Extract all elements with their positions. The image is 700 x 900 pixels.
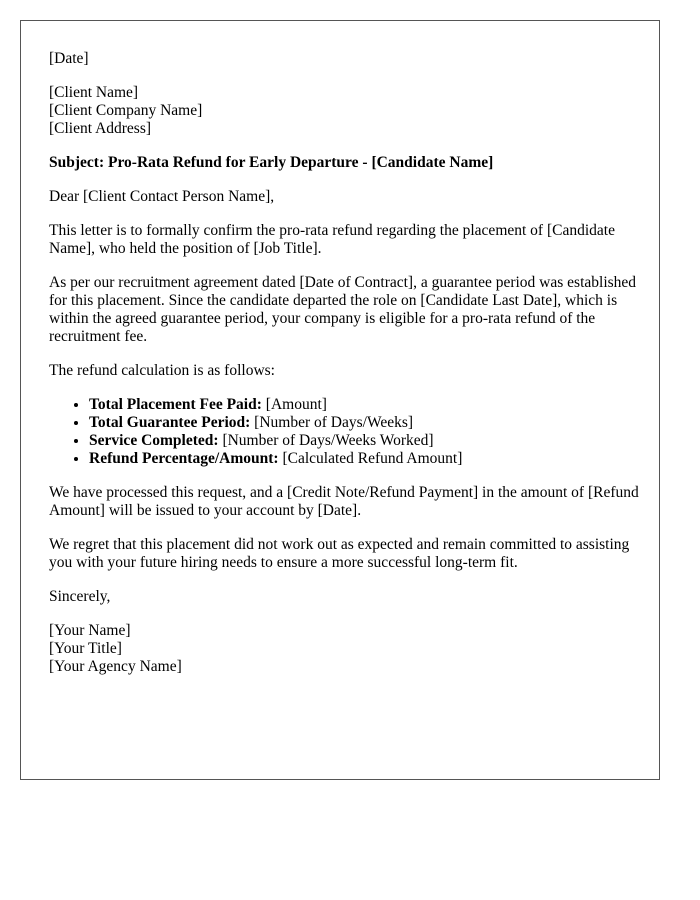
refund-calculation-list	[49, 396, 639, 468]
paragraph-processing: We have processed this request, and a [Credit Note/Refund Payment] in the amount of [Refund Amount] will be issued to your account by [Date].	[49, 484, 639, 519]
letter-page	[20, 20, 660, 780]
signer-name: [Your Name]	[49, 622, 131, 639]
paragraph-regret: We regret that this placement did not work out as expected and remain committed to assisting you with your future hiring needs to ensure a more successful long-term fit.	[49, 536, 630, 571]
paragraph-agreement: As per our recruitment agreement dated [Date of Contract], a guarantee period was established for this placement. Since the candidate departed the role on [Candidate Last Date], which is within the agreed guarantee period, your company is eligible for a pro-rata refund of the recruitment fee.	[49, 274, 637, 345]
paragraph-confirmation: This letter is to formally confirm the pro-rata refund regarding the placement of [Candidate Name], who held the position of [Job Title].	[49, 222, 615, 257]
item-label: Total Guarantee Period:	[89, 414, 251, 431]
client-name: [Client Name]	[49, 84, 139, 101]
list-item	[89, 432, 639, 450]
letter-body	[49, 50, 639, 692]
signature-block	[49, 622, 639, 676]
list-item	[89, 450, 639, 468]
item-value: [Number of Days/Weeks]	[250, 414, 414, 431]
closing: Sincerely,	[49, 588, 111, 605]
client-address-block	[49, 84, 639, 138]
salutation: Dear [Client Contact Person Name],	[49, 188, 275, 205]
signer-title: [Your Title]	[49, 640, 122, 657]
client-company: [Client Company Name]	[49, 102, 203, 119]
item-label: Total Placement Fee Paid:	[89, 396, 262, 413]
item-value: [Number of Days/Weeks Worked]	[218, 432, 434, 449]
list-item	[89, 414, 639, 432]
list-item	[89, 396, 639, 414]
item-label: Refund Percentage/Amount:	[89, 450, 279, 467]
letter-subject: Subject: Pro-Rata Refund for Early Departure - [Candidate Name]	[49, 154, 494, 171]
item-value: [Calculated Refund Amount]	[278, 450, 463, 467]
letter-date: [Date]	[49, 50, 89, 67]
item-value: [Amount]	[261, 396, 327, 413]
paragraph-calculation-intro: The refund calculation is as follows:	[49, 362, 275, 379]
item-label: Service Completed:	[89, 432, 219, 449]
agency-name: [Your Agency Name]	[49, 658, 182, 675]
client-address: [Client Address]	[49, 120, 152, 137]
